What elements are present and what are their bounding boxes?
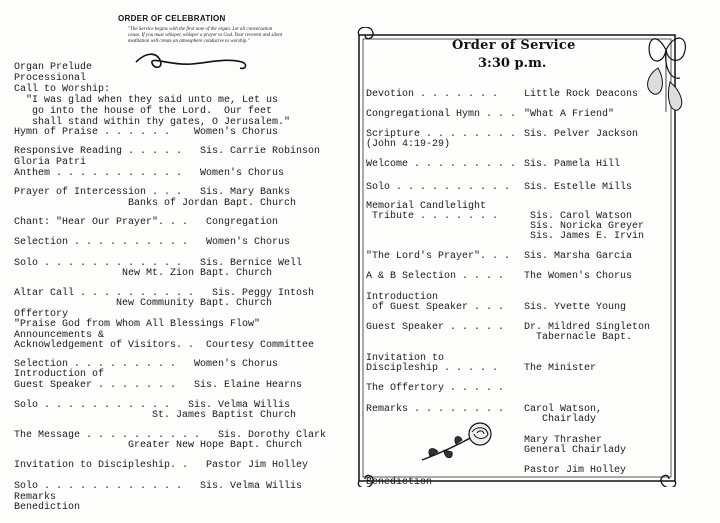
program-line: Banks of Jordan Bapt. Church (14, 198, 297, 209)
service-item-label: Guest Speaker . . . . . (366, 322, 505, 333)
program-line: shall stand within thy gates, O Jerusalem." (14, 117, 291, 128)
program-line: Acknowledgement of Visitors. . Courtesy Committee (14, 340, 315, 351)
service-item-label: "The Lord's Prayer". . . (366, 251, 511, 262)
service-item-label: Memorial Candlelight Tribute . . . . . . . (366, 201, 499, 222)
service-item-participant: Sis. Carol Watson Sis. Noricka Greyer Sis. James E. Irvin (530, 211, 645, 242)
service-item-participant: Sis. Estelle Mills (524, 182, 633, 193)
service-item-participant: Sis. Pelver Jackson (524, 129, 639, 140)
program-line: Solo . . . . . . . . . . . . Sis. Velma Willis (14, 481, 303, 492)
program-line: Solo . . . . . . . . . . . . Sis. Bernice Well (14, 258, 303, 269)
lily-flower-icon (636, 20, 696, 120)
program-line: Selection . . . . . . . . . Women's Chorus (14, 359, 279, 370)
service-item-label: Introduction of Guest Speaker . . . (366, 292, 505, 313)
program-line: New Community Bapt. Church (14, 298, 273, 309)
service-item-label: Remarks . . . . . . . . (366, 404, 505, 415)
program-line: Organ Prelude (14, 62, 93, 73)
program-line: Chant: "Hear Our Prayer". . . Congregation (14, 217, 279, 228)
service-item-participant: Dr. Mildred Singleton Tabernacle Bapt. (524, 322, 651, 343)
service-item-participant: Sis. Pamela Hill (524, 159, 621, 170)
service-item-participant: Pastor Jim Holley (524, 465, 627, 476)
program-line: Benediction (14, 502, 81, 513)
program-line: Hymn of Praise . . . . . . Women's Chorus (14, 127, 279, 138)
program-line: St. James Baptist Church (14, 410, 297, 421)
program-line: go into the house of the Lord. Our feet (14, 106, 273, 117)
program-line: Remarks (14, 492, 57, 503)
benediction-label: Benediction (366, 477, 433, 488)
service-title: Order of Service (452, 38, 576, 53)
service-item-participant: Sis. Yvette Young (524, 302, 627, 313)
program-line: "Praise God from Whom All Blessings Flow" (14, 319, 261, 330)
service-item-label: Scripture . . . . . . . . (John 4:19-29) (366, 129, 517, 150)
program-line: New Mt. Zion Bapt. Church (14, 268, 273, 279)
program-line: Offertory (14, 309, 69, 320)
program-line: Processional (14, 73, 87, 84)
program-line: Invitation to Discipleship. . Pastor Jim Holley (14, 460, 309, 471)
service-item-label: Devotion . . . . . . . (366, 89, 499, 100)
service-item-participant: Carol Watson, Chairlady (524, 404, 603, 425)
service-item-label: The Offertory . . . . . (366, 383, 505, 394)
service-item-label: Solo . . . . . . . . . . (366, 182, 511, 193)
program-line: Greater New Hope Bapt. Church (14, 440, 303, 451)
program-line: "I was glad when they said unto me, Let us (14, 95, 279, 106)
program-line: Call to Worship: (14, 84, 111, 95)
program-line: Announcements & (14, 330, 105, 341)
flourish-ornament (132, 48, 252, 72)
service-item-label: Congregational Hymn . . . (366, 109, 517, 120)
service-item-participant: Little Rock Deacons (524, 89, 639, 100)
program-line: Guest Speaker . . . . . . . Sis. Elaine Hearns (14, 380, 303, 391)
service-item-participant: Mary Thrasher General Chairlady (524, 435, 627, 456)
program-line: Responsive Reading . . . . . Sis. Carrie Robinson (14, 146, 321, 157)
program-line: Introduction of (14, 369, 105, 380)
program-line: Solo . . . . . . . . . . . Sis. Velma Willis (14, 400, 291, 411)
program-line: Anthem . . . . . . . . . . . Women's Chorus (14, 168, 285, 179)
program-line: Prayer of Intercession . . . Sis. Mary Banks (14, 187, 291, 198)
program-line: Altar Call . . . . . . . . . . Sis. Peggy Intosh (14, 288, 315, 299)
service-item-participant: "What A Friend" (524, 109, 615, 120)
service-item-participant: The Minister (524, 363, 597, 374)
service-item-participant: Sis. Marsha Garcia (524, 251, 633, 262)
service-item-label: Invitation to Discipleship . . . . . (366, 353, 499, 374)
service-item-participant: The Women's Chorus (524, 271, 633, 282)
program-line: Gloria Patri (14, 157, 87, 168)
service-time: 3:30 p.m. (478, 56, 547, 71)
celebration-title: ORDER OF CELEBRATION (118, 14, 226, 23)
program-line: Selection . . . . . . . . . . Women's Chorus (14, 237, 291, 248)
rose-icon (416, 420, 498, 470)
service-item-label: Welcome . . . . . . . . . (366, 159, 517, 170)
program-line: The Message . . . . . . . . . . Sis. Dorothy Clark (14, 430, 327, 441)
intro-note: "The Service begins with the first note of the organ. Let all conversation cease. If you must whisper, whisper a prayer to God. Your reverent and silent meditation will create an atmosphere conducive to worship." (128, 27, 283, 44)
service-item-label: A & B Selection . . . . (366, 271, 505, 282)
